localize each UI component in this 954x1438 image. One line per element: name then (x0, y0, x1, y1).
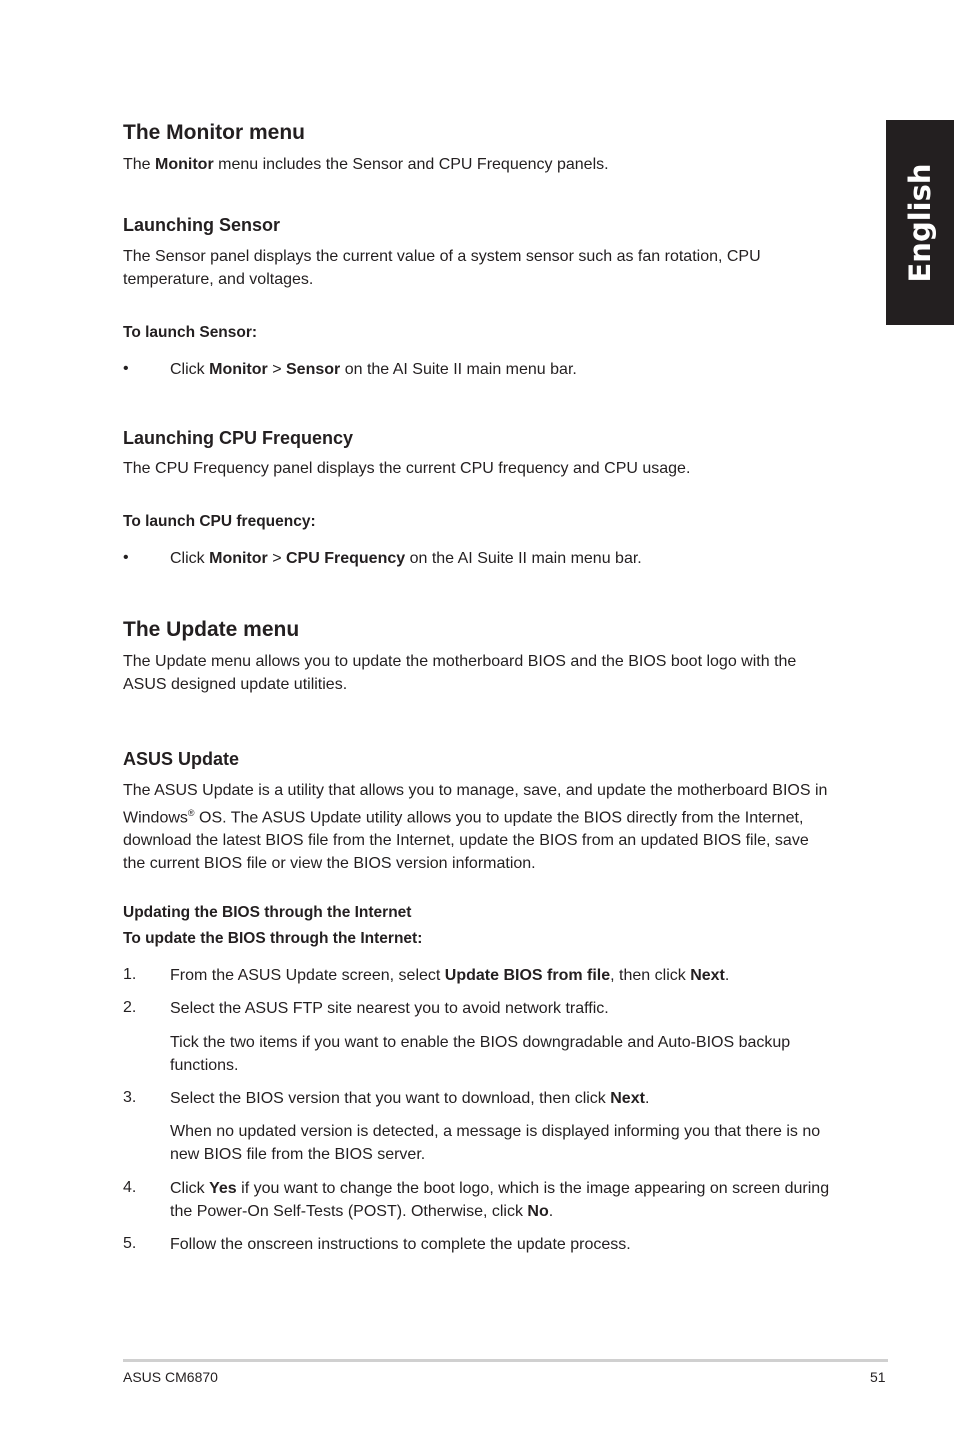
step-number: 1. (123, 966, 137, 983)
sensor-description: The Sensor panel displays the current value of a system sensor such as fan rotation, CPU temperature, and voltages. (123, 248, 761, 288)
step-number: 5. (123, 1235, 137, 1252)
update-step-2: Select the ASUS FTP site nearest you to avoid network traffic. (170, 1000, 609, 1017)
update-step-3-note: When no updated version is detected, a message is displayed informing you that there is no new BIOS file from the BIOS server. (170, 1123, 821, 1163)
launch-cpu-frequency-heading: To launch CPU frequency: (123, 513, 316, 530)
update-step-2-note: Tick the two items if you want to enable the BIOS downgradable and Auto-BIOS backup functions. (170, 1034, 791, 1074)
launch-sensor-heading: To launch Sensor: (123, 324, 258, 341)
page-number: 51 (870, 1369, 886, 1385)
launching-cpu-frequency-title: Launching CPU Frequency (123, 428, 354, 448)
launching-sensor-title: Launching Sensor (123, 215, 281, 235)
update-bios-internet-procedure-heading: To update the BIOS through the Internet: (123, 930, 423, 947)
asus-update-description: The ASUS Update is a utility that allows you to manage, save, and update the motherboard BIOS in Windows® OS. The ASUS Update utility allows you to update the BIOS directly from the Internet, download the latest BIOS file from the Internet, update the BIOS from an updated BIOS file, save the current BIOS file or view the BIOS version information. (123, 782, 828, 873)
language-tab-label: English (903, 162, 937, 283)
updating-bios-internet-heading: Updating the BIOS through the Internet (123, 904, 412, 921)
step-number: 4. (123, 1179, 137, 1196)
footer-divider (123, 1359, 888, 1362)
bullet: • (123, 360, 129, 377)
step-number: 2. (123, 999, 137, 1016)
footer-product-name: ASUS CM6870 (123, 1369, 218, 1385)
update-menu-description: The Update menu allows you to update the motherboard BIOS and the BIOS boot logo with the ASUS designed update utilities. (123, 653, 797, 693)
update-menu-title: The Update menu (123, 618, 300, 641)
cpu-frequency-description: The CPU Frequency panel displays the current CPU frequency and CPU usage. (123, 460, 691, 477)
step-number: 3. (123, 1089, 137, 1106)
launch-cpu-frequency-step: Click Monitor > CPU Frequency on the AI Suite II main menu bar. (170, 550, 642, 567)
update-step-4: Click Yes if you want to change the boot logo, which is the image appearing on screen during the Power-On Self-Tests (POST). Otherwise, click No. (170, 1180, 830, 1220)
bullet: • (123, 549, 129, 566)
asus-update-title: ASUS Update (123, 749, 240, 769)
monitor-menu-title: The Monitor menu (123, 121, 305, 144)
update-step-1: From the ASUS Update screen, select Update BIOS from file, then click Next. (170, 967, 730, 984)
update-step-5: Follow the onscreen instructions to complete the update process. (170, 1236, 631, 1253)
update-step-3: Select the BIOS version that you want to download, then click Next. (170, 1090, 650, 1107)
language-tab (886, 120, 954, 325)
launch-sensor-step: Click Monitor > Sensor on the AI Suite II main menu bar. (170, 361, 577, 378)
monitor-menu-intro: The Monitor menu includes the Sensor and CPU Frequency panels. (123, 156, 609, 173)
